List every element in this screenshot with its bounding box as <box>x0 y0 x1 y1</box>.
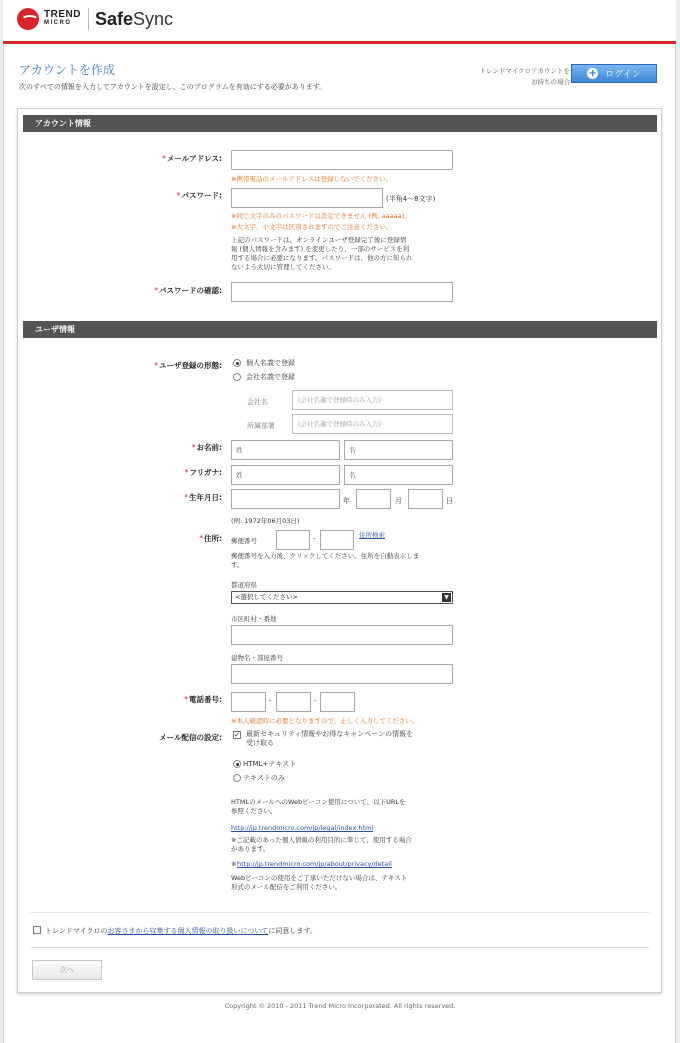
radio-company-label: 会社名義で登録 <box>246 373 295 381</box>
password-info <box>231 236 412 272</box>
password-info-line-1: 上記のパスワードは、オンラインユーザ登録完了後に登録情 <box>231 236 407 244</box>
consent-checkbox[interactable] <box>33 926 41 934</box>
mail-subscribe-label <box>246 730 413 748</box>
chevron-down-icon: ▼ <box>442 593 451 602</box>
required-mark: * <box>184 493 188 502</box>
kana-first-input[interactable]: 名 <box>344 465 453 485</box>
phone-note: ※本人確認時に必要となりますので、正しく入力してください。 <box>231 717 419 725</box>
required-mark: * <box>154 286 158 295</box>
email-input[interactable] <box>231 150 453 170</box>
name-label-text: お名前: <box>196 443 222 452</box>
required-mark: * <box>162 154 166 163</box>
web-beacon-line-2: 参照ください。 <box>231 807 277 815</box>
email-note: ※携帯電話のメールアドレスは登録しないでください。 <box>231 175 393 183</box>
privacy-note-line-1: ※ご記載のあった個人情報の利用目的に準じて、使用する場合 <box>231 836 412 844</box>
web-beacon-note <box>231 798 406 816</box>
month-label: 月 <box>395 497 402 505</box>
birth-day-input[interactable] <box>408 489 443 509</box>
password-note-1: ※同じ文字のみのパスワードは設定できません (例: aaaaa)。 <box>231 212 411 220</box>
company-input[interactable]: (会社名義で登録時のみ入力) <box>292 390 453 410</box>
page-title: アカウントを作成 <box>19 63 115 77</box>
prefecture-select[interactable] <box>231 591 453 604</box>
header-bar <box>3 0 676 44</box>
brand-text <box>44 10 81 28</box>
city-label: 市区町村・番地 <box>231 615 277 623</box>
web-beacon-line-1: HTMLのメールへのWebビーコン使用について、以下URLを <box>231 798 406 806</box>
beacon-note-line-1: Webビーコンの使用をご了承いただけない場合は、テキスト <box>231 874 408 882</box>
kana-label-text: フリガナ: <box>189 468 222 477</box>
registration-type-label <box>154 360 222 371</box>
consent-text <box>45 926 317 936</box>
postal-note <box>231 552 419 570</box>
address-search-link[interactable]: 住所検索 <box>359 531 385 539</box>
kana-label <box>185 467 222 478</box>
required-mark: * <box>176 191 181 200</box>
logo-divider <box>88 8 89 30</box>
phone-input-1[interactable] <box>231 692 266 712</box>
radio-text-only-label: テキストのみ <box>243 774 285 782</box>
required-mark: * <box>191 443 196 452</box>
privacy-note <box>231 836 412 854</box>
required-mark: * <box>184 468 189 477</box>
radio-html-text[interactable] <box>233 760 241 768</box>
legal-link[interactable]: http://jp.trendmicro.com/jp/legal/index.html <box>231 824 374 832</box>
address-label <box>199 533 222 544</box>
birth-example: (例: 1972年06月03日) <box>231 517 300 525</box>
first-name-input[interactable]: 名 <box>344 440 453 460</box>
mail-subscribe-line-2: 受け取る <box>246 739 274 747</box>
password-input[interactable] <box>231 188 383 208</box>
password-label <box>177 190 222 201</box>
radio-html-text-label: HTML+テキスト <box>243 760 297 768</box>
password-info-line-3: 用する場合に必要になります。パスワードは、他の方に知られ <box>231 254 413 262</box>
company-label: 会社名 <box>247 398 268 406</box>
page-description: 次のすべての情報を入力してアカウントを設定し、このプログラムを有効にする必要があります。 <box>19 83 327 91</box>
birth-month-input[interactable] <box>356 489 391 509</box>
postal-dash: - <box>313 535 316 543</box>
consent-prefix: トレンドマイクロの <box>45 927 108 935</box>
mail-subscribe-checkbox[interactable]: ✓ <box>234 731 240 739</box>
phone-input-3[interactable] <box>320 692 355 712</box>
trend-micro-logo-icon <box>17 8 39 30</box>
brand-top: TREND <box>44 9 81 20</box>
required-mark: * <box>184 695 188 704</box>
privacy-prefix: ※ <box>231 860 237 868</box>
divider <box>31 947 649 948</box>
footer-copyright: Copyright © 2010 - 2011 Trend Micro Incorporated. All rights reserved. <box>224 1002 456 1010</box>
section-user-info: ユーザ情報 <box>23 321 657 338</box>
phone-input-2[interactable] <box>276 692 311 712</box>
product-name <box>95 9 173 30</box>
login-button-label: ログイン <box>605 70 641 80</box>
password-note-2: ※大文字、小文字は区別されますのでご注意ください。 <box>231 223 393 231</box>
department-input[interactable]: (会社名義で登録時のみ入力) <box>292 414 453 434</box>
birth-year-input[interactable] <box>231 489 340 509</box>
beacon-note <box>231 874 407 892</box>
name-label <box>192 442 222 453</box>
birthdate-label <box>184 492 222 503</box>
day-label: 日 <box>446 497 453 505</box>
mail-settings-label: メール配信の設定: <box>159 733 222 742</box>
phone-label <box>184 694 222 705</box>
login-hint-line-2: お持ちの場合 <box>531 78 570 86</box>
product-name-a: Safe <box>94 8 133 29</box>
required-mark: * <box>199 534 203 543</box>
privacy-note-line-2: があります。 <box>231 845 270 853</box>
city-input[interactable] <box>231 625 453 645</box>
birthdate-label-text: 生年月日: <box>189 493 222 502</box>
prefecture-select-value: <選択してください> <box>235 593 298 601</box>
last-name-input[interactable]: 姓 <box>231 440 340 460</box>
phone-dash-2: - <box>314 697 317 705</box>
department-label: 所属部署 <box>247 422 275 430</box>
radio-personal-label: 個人名義で登録 <box>246 359 295 367</box>
email-label <box>162 153 222 164</box>
confirm-password-label <box>154 285 222 296</box>
prefecture-label: 都道府県 <box>231 581 257 589</box>
privacy-link[interactable]: http://jp.trendmicro.com/jp/about/privacy/detail <box>237 860 392 868</box>
consent-link[interactable]: お客さまから収集する個人情報の取り扱いについて <box>107 927 269 935</box>
postal-code-input-1[interactable] <box>276 530 310 550</box>
login-button[interactable] <box>571 64 657 83</box>
address-label-text: 住所: <box>204 534 222 543</box>
divider <box>31 912 649 913</box>
section-account-info: アカウント情報 <box>23 115 657 132</box>
phone-dash-1: - <box>269 697 272 705</box>
phone-label-text: 電話番号: <box>189 695 222 704</box>
postal-note-line-1: 郵便番号を入力後、クリックしてください。住所を自動表示しま <box>231 552 420 560</box>
radio-company[interactable] <box>233 373 241 381</box>
plus-icon: + <box>588 68 597 79</box>
password-label-text: パスワード: <box>181 191 222 200</box>
year-label: 年 <box>343 497 350 505</box>
brand-bottom: MICRO <box>44 20 72 26</box>
radio-personal[interactable] <box>233 359 241 367</box>
building-label: 建物名・部屋番号 <box>231 654 283 662</box>
postal-code-input-2[interactable] <box>320 530 354 550</box>
registration-type-label-text: ユーザ登録の形態: <box>159 361 222 370</box>
building-input[interactable] <box>231 664 453 684</box>
confirm-password-input[interactable] <box>231 282 453 302</box>
password-info-line-2: 報 (個人情報を含みます) を変更したり、一部のサービスを利 <box>231 245 410 253</box>
brand-logo <box>17 8 173 30</box>
postal-note-line-2: す。 <box>231 561 244 569</box>
login-hint <box>445 66 570 88</box>
consent-suffix: に同意します。 <box>268 927 317 935</box>
product-name-b: Sync <box>132 8 174 29</box>
mail-subscribe-line-1: 最新セキュリティ情報やお得なキャンペーンの情報を <box>246 730 414 738</box>
beacon-note-line-2: 形式のメール配信をご利用ください。 <box>231 883 342 891</box>
next-button[interactable]: 次へ <box>32 960 102 980</box>
login-hint-line-1: トレンドマイクロアカウントを <box>479 67 570 75</box>
password-info-line-4: ないよう大切に管理してください。 <box>231 263 335 271</box>
kana-last-input[interactable]: 姓 <box>231 465 340 485</box>
password-hint: (半角4〜8文字) <box>386 195 436 203</box>
confirm-password-label-text: パスワードの確認: <box>159 286 222 295</box>
required-mark: * <box>154 361 158 370</box>
radio-text-only[interactable] <box>233 774 241 782</box>
postal-label: 郵便番号 <box>231 537 257 545</box>
email-label-text: メールアドレス: <box>166 154 222 163</box>
